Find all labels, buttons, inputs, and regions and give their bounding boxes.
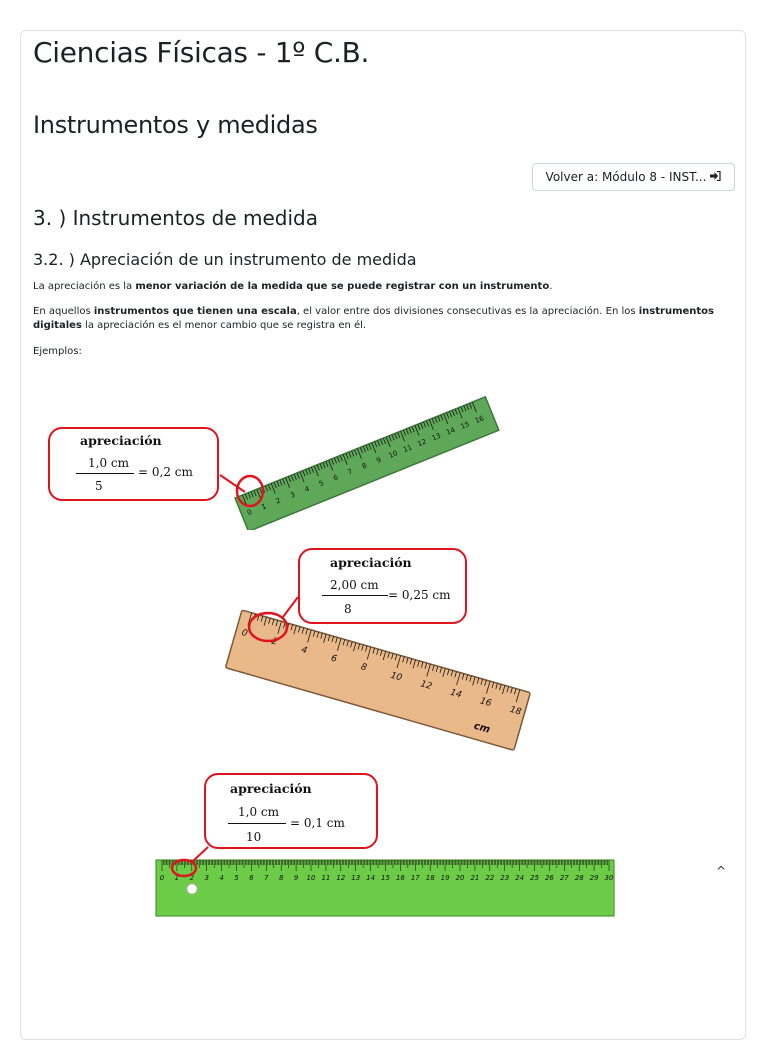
callout-numerator: 1,0 cm: [88, 456, 129, 470]
callout-result: = 0,25 cm: [388, 588, 451, 602]
callout-denominator: 8: [344, 602, 352, 616]
bold-text: instrumentos que tienen una escala: [93, 306, 297, 317]
ruler-tick-label: 14: [445, 425, 457, 437]
ruler-tick-label: 16: [473, 414, 486, 426]
ruler-tick-label: 2: [274, 496, 282, 506]
ruler-tick-label: 6: [249, 874, 254, 882]
ruler-tick-label: 18: [425, 874, 435, 882]
ruler-tick-label: 7: [264, 874, 269, 882]
ruler-tick-label: 25: [530, 874, 539, 882]
ruler-tick-label: 11: [321, 874, 331, 882]
ruler-tick-label: 15: [381, 874, 390, 882]
ruler-tick-label: 2: [189, 874, 195, 882]
ruler-tick-label: 28: [574, 874, 584, 882]
ruler-tick-label: 9: [293, 874, 299, 882]
ruler-tick-label: 22: [485, 874, 495, 882]
ruler-tick-label: 18: [508, 704, 523, 718]
ruler-unit-label: cm: [472, 720, 492, 736]
examples-label: Ejemplos:: [33, 346, 82, 357]
ruler-tick-label: 3: [204, 874, 209, 882]
fraction-bar: [76, 473, 134, 474]
callout-denominator: 5: [95, 479, 103, 493]
ruler-tick-label: 19: [440, 874, 450, 882]
ruler-tick-label: 14: [366, 874, 376, 882]
ruler-tick-label: 12: [416, 437, 428, 449]
ruler-tick-label: 0: [159, 874, 165, 882]
definition-paragraph: [33, 280, 723, 294]
text-span: , el valor entre dos divisiones consecutivas es la apreciación. En los: [296, 306, 639, 317]
ruler-tick-label: 5: [317, 479, 325, 489]
ruler-tick-label: 13: [430, 431, 442, 443]
ruler-body: [156, 860, 614, 916]
fraction-bar: [228, 823, 286, 824]
ruler-tick-label: 14: [448, 687, 463, 701]
example-1-figure: [40, 380, 500, 530]
callout-title: apreciación: [330, 555, 412, 570]
ruler-tick-label: 26: [544, 874, 554, 882]
ruler-tick-label: 7: [346, 467, 354, 477]
ruler-tick-label: 8: [278, 874, 284, 882]
ruler-tick-label: 12: [419, 679, 433, 693]
section-subheading: 3.2. ) Apreciación de un instrumento de medida: [33, 250, 417, 269]
sign-in-icon: [710, 171, 721, 184]
ruler-tick-label: 6: [329, 653, 338, 665]
ruler-tick-label: 16: [478, 696, 493, 710]
callout-result: = 0,1 cm: [290, 816, 345, 830]
section-heading: 3. ) Instrumentos de medida: [33, 206, 318, 230]
ruler-tick-label: 16: [395, 874, 405, 882]
ruler-tick-label: 8: [360, 461, 369, 471]
ruler-tick-label: 27: [559, 874, 569, 882]
ruler-tick-label: 0: [240, 627, 249, 640]
text-span: .: [549, 281, 553, 292]
fraction-bar: [322, 595, 388, 596]
bold-text: menor variación de la medida que se puede registrar con un instrumento: [135, 281, 550, 292]
example-2-figure: [220, 545, 550, 755]
ruler-tick-label: 6: [332, 473, 340, 483]
back-to-module-button[interactable]: [532, 163, 735, 191]
callout-title: apreciación: [80, 433, 162, 448]
scale-paragraph: [33, 305, 723, 333]
ruler-tick-label: 10: [389, 670, 404, 684]
ruler-tick-label: 0: [245, 508, 254, 518]
text-span: En aquellos: [33, 306, 94, 317]
ruler-tick-label: 30: [604, 874, 614, 882]
callout-title: apreciación: [230, 781, 312, 796]
ruler-tick-label: 5: [234, 874, 239, 882]
ruler-tick-label: 24: [515, 874, 525, 882]
ruler-tick-label: 9: [375, 455, 383, 465]
ruler-tick-label: 4: [303, 484, 311, 494]
ruler-tick-label: 1: [260, 502, 268, 512]
ruler-tick-label: 10: [306, 874, 316, 882]
hole-icon: [187, 884, 197, 894]
ruler-tick-label: 1: [174, 874, 180, 882]
ruler-tick-label: 23: [500, 874, 510, 882]
scroll-to-top-button[interactable]: ^: [716, 864, 727, 878]
callout-result: = 0,2 cm: [138, 465, 193, 479]
ruler-tick-label: 2: [270, 636, 279, 648]
back-button-label: Volver a: Módulo 8 - INST...: [545, 170, 707, 184]
ruler-tick-label: 29: [589, 874, 599, 882]
ruler-tick-label: 11: [401, 443, 414, 455]
callout-box: [298, 548, 467, 624]
ruler-tick-label: 10: [387, 449, 399, 460]
page-title: Instrumentos y medidas: [33, 111, 318, 139]
course-title: Ciencias Físicas - 1º C.B.: [33, 36, 370, 69]
callout-numerator: 1,0 cm: [238, 805, 279, 819]
ruler-tick-label: 8: [359, 662, 368, 674]
ruler-tick-label: 21: [470, 874, 480, 882]
ruler-tick-label: 13: [351, 874, 361, 882]
callout-numerator: 2,00 cm: [330, 578, 379, 592]
ruler-tick-label: 12: [336, 874, 346, 882]
ruler-body: [235, 397, 499, 530]
callout-box: [48, 427, 219, 501]
text-span: la apreciación es el menor cambio que se registra en él.: [81, 320, 367, 331]
example-3-figure: [150, 772, 630, 922]
ruler-tick-label: 15: [459, 420, 471, 431]
ruler-tick-label: 3: [289, 490, 297, 500]
bold-text: instrumentos digitales: [33, 306, 715, 331]
ruler-tick-label: 17: [410, 874, 420, 882]
callout-denominator: 10: [246, 830, 262, 844]
ruler-tick-label: 4: [219, 874, 224, 882]
callout-box: [204, 773, 378, 849]
ruler-tick-label: 20: [455, 874, 465, 882]
ruler-tick-label: 4: [299, 645, 309, 657]
text-span: La apreciación es la: [33, 281, 136, 292]
